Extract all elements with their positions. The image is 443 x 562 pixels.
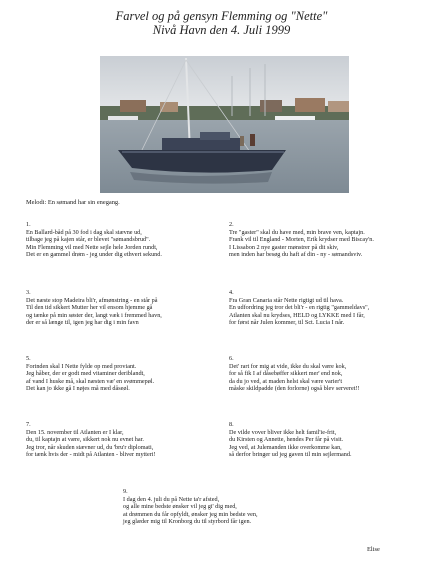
verse-5 [26,355,154,393]
harbour-photo [100,56,349,193]
verse-3 [26,289,162,327]
verse-line: Jeg håber, der er godt med vitaminer deriblandt, [26,370,145,378]
author-signature: Elise [367,546,380,553]
verse-line: De vilde vover bliver ikke helt famil'ie-frit, [229,428,337,436]
verse-line: for så fik I af dåsebøffer sikkert mer' end nok, [229,370,343,378]
verse-line: så derfor bringer ud jeg gaven til min sejlermand. [229,451,352,459]
verse-line: En udfordring jeg tror det bli'r - en rigtig "gammeldavs", [229,304,370,312]
verse-line: tilbage jeg på kajen står, er blevet "sømandsbrud". [26,236,151,244]
verse-line: Atlanten skal nu krydses, HELD og LYKKE med I får, [229,311,365,319]
verse-number: 9. [123,488,128,495]
verse-number: 7. [26,421,31,428]
verse-line: for tænk hvis der - midt på Atlanten - bliver mytteri! [26,451,156,459]
sailboat-photo-image [100,56,349,193]
verse-line: men inden har besøg du haft af din - ny - sømandsviv. [229,251,363,259]
verse-line: for først når Julen kommer, til Sct. Lucia I når. [229,319,345,327]
verse-line: Fra Gran Canaria står Nette rigtigt ud til hava. [229,296,344,304]
verse-line: Det er en gammel drøm - jeg under dig ethvert sekund. [26,251,162,259]
poem-subtitle-date: Nivå Havn den 4. Juli 1999 [152,23,291,37]
verse-line: du Kirsten og Annette, hendes Per får på visit. [229,436,344,444]
verse-4 [229,289,369,327]
verse-number: 8. [229,421,234,428]
verse-9 [123,488,258,526]
verse-line: da du jo ved, at maden helst skal være varier't [229,377,343,385]
verse-2 [229,221,374,259]
verse-line: Forinden skal I Nette fylde op med proviant. [26,362,137,370]
verse-number: 5. [26,355,31,362]
verse-line: Til den tid sikkert Mutter her vil ensom hjemme gå [26,304,153,312]
poem-title: Farvel og på gensyn Flemming og "Nette" [115,9,328,23]
verse-number: 2. [229,221,234,228]
verse-line: Min Flemming vil med Nette sejle hele Jorden rundt, [26,243,158,251]
verse-line: og tænke på min søster der, langt væk i fremmed havn, [26,311,162,319]
verse-number: 3. [26,289,31,296]
verse-number: 1. [26,221,31,228]
verse-line: jeg glæder mig til Kronborg du til styrbord får igen. [123,518,252,526]
melody-note: Melodi: En sømand har sin enegang. [26,199,120,206]
verse-line: af vand I huske må, skal næsten væ' en svømmepøl. [26,377,155,385]
verse-8 [229,421,352,459]
verse-1 [26,221,162,259]
verse-line: Jeg tror, når skuden stævner ud, du 'bru'r diplomati, [26,443,154,451]
verse-number: 4. [229,289,234,296]
verse-line: En Ballard-båd på 30 fod i dag skal stævne ud, [26,228,142,236]
verse-line: I dag den 4. juli du på Nette ta'r afsted, [123,495,220,503]
verse-line: I Lissabon 2 nye gaster mønstrer på dit skiv, [229,243,339,251]
verse-line: Det' rart for mig at vide, ikke du skal være kok, [229,362,347,370]
verse-number: 6. [229,355,234,362]
verse-line: måske skildpadde (den forlorne) også blev serveret!! [229,385,360,393]
verse-line: Frank vil til England - Morten, Erik krydser med Biscay'n. [229,236,374,244]
verse-line: Den 15. november til Atlanten er I klar, [26,428,124,436]
verse-line: der er så længe til, igen jeg har dig i min favn [26,319,139,327]
verse-7 [26,421,156,459]
verse-line: Det kan jo ikke gå I nøjes må med dåseøl. [26,385,130,393]
verse-line: Jeg ved, at Julemanden ikke overkomme kan, [229,443,342,451]
verse-line: Tre "gaster" skal du have med, min brave ven, kaptajn. [229,228,365,236]
verse-line: Det næste stop Madeira bli'r, afmønstring - en står på [26,296,158,304]
verse-line: at drømmen du får opfyldt, ønsker jeg min bedste ven, [123,510,258,518]
verse-line: du, til kaptajn at være, sikkert nok nu evnet har. [26,436,144,444]
verse-line: og alle mine bedste ønsker vil jeg gi' dig med, [123,503,237,511]
verse-6 [229,355,360,393]
